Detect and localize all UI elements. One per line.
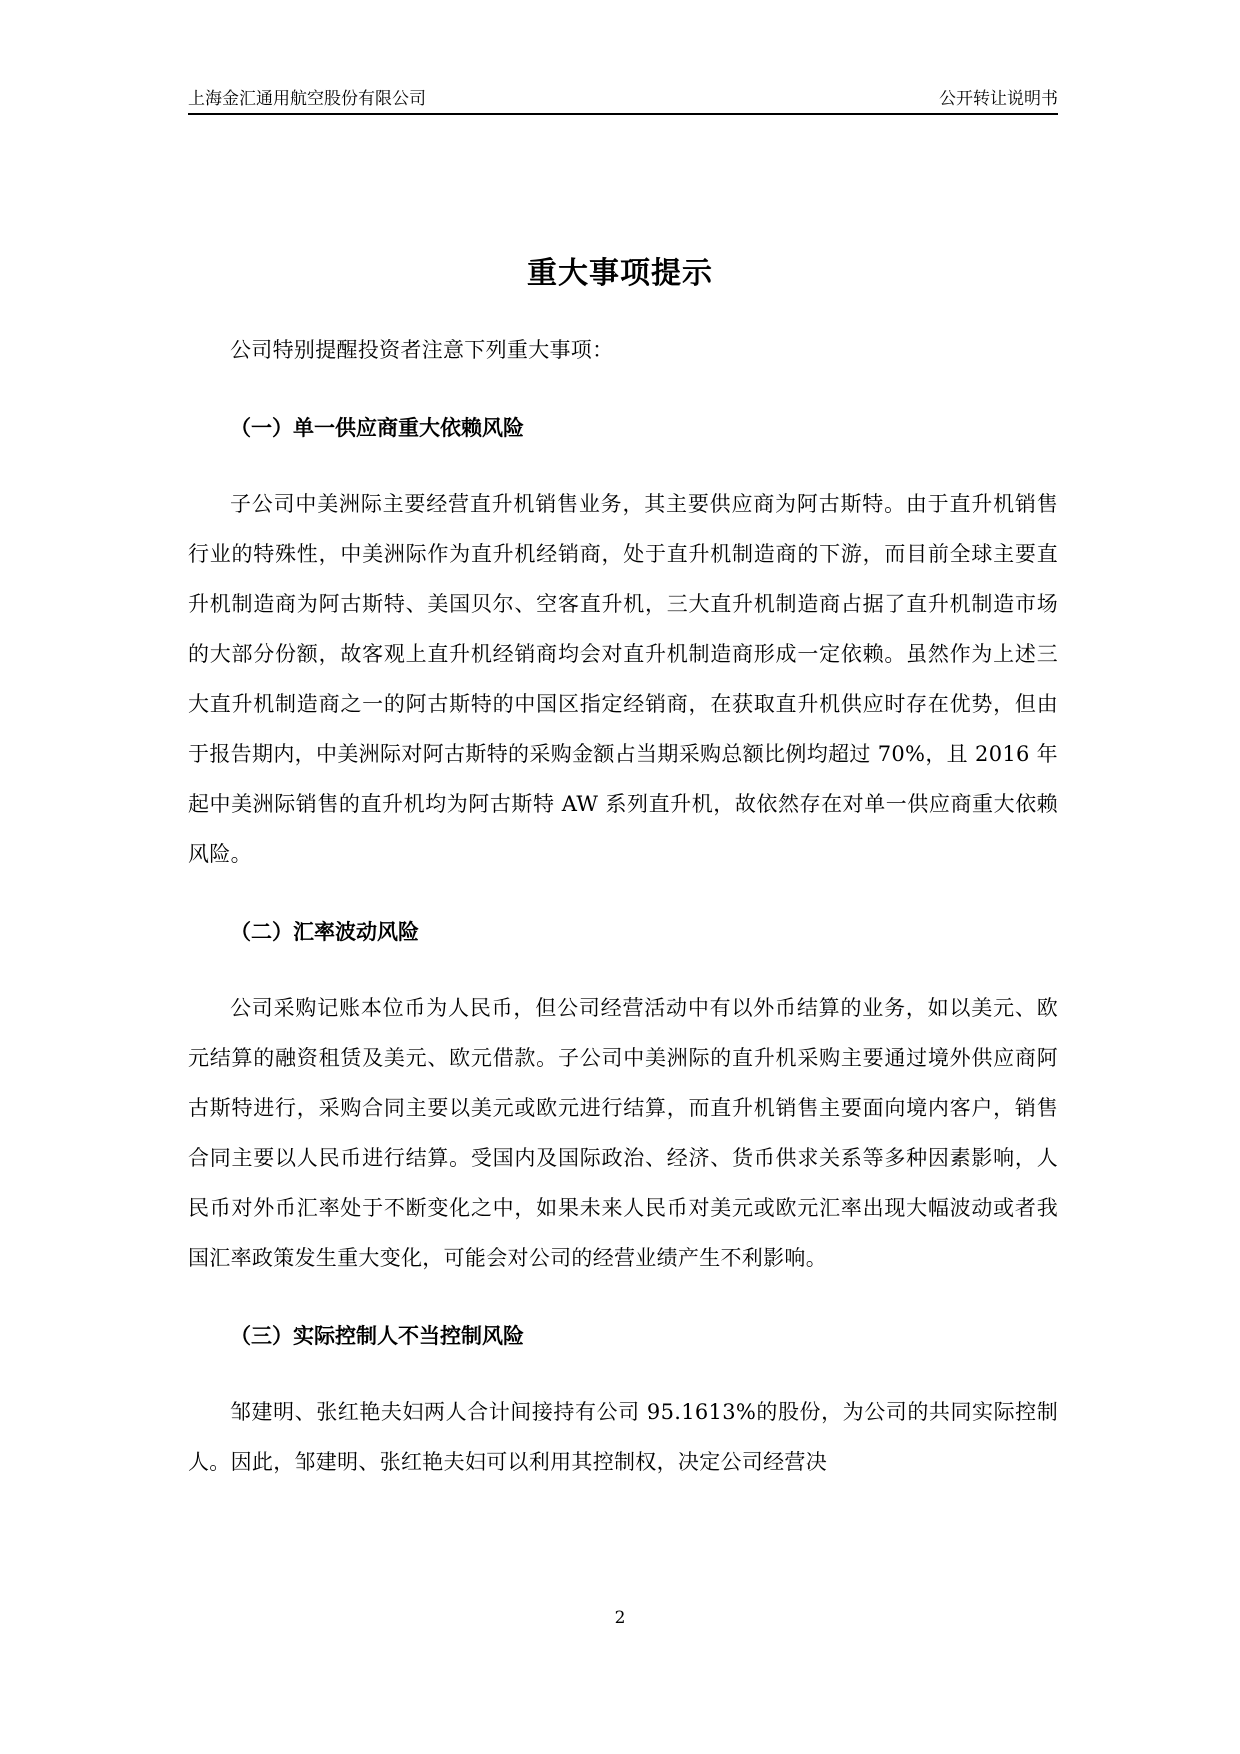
section-controller-risk xyxy=(188,1311,1058,1487)
page-title: 重大事项提示 xyxy=(527,256,713,291)
section-supplier-dependency xyxy=(188,403,1058,879)
header-divider xyxy=(188,113,1058,115)
section-exchange-rate-risk xyxy=(188,907,1058,1283)
section-heading: （三）实际控制人不当控制风险 xyxy=(230,1324,524,1348)
section-paragraph: 邹建明、张红艳夫妇两人合计间接持有公司 95.1613%的股份，为公司的共同实际控制人。因此，邹建明、张红艳夫妇可以利用其控制权，决定公司经营决 xyxy=(188,1400,1058,1474)
page-number: 2 xyxy=(614,1608,626,1628)
section-paragraph: 公司采购记账本位币为人民币，但公司经营活动中有以外币结算的业务，如以美元、欧元结算的融资租赁及美元、欧元借款。子公司中美洲际的直升机采购主要通过境外供应商阿古斯特进行，采购合同主要以美元或欧元进行结算，而直升机销售主要面向境内客户，销售合同主要以人民币进行结算。受国内及国际政治、经济、货币供求关系等多种因素影响，人民币对外币汇率处于不断变化之中，如果未来人民币对美元或欧元汇率出现大幅波动或者我国汇率政策发生重大变化，可能会对公司的经营业绩产生不利影响。 xyxy=(188,996,1058,1270)
section-paragraph: 子公司中美洲际主要经营直升机销售业务，其主要供应商为阿古斯特。由于直升机销售行业的特殊性，中美洲际作为直升机经销商，处于直升机制造商的下游，而目前全球主要直升机制造商为阿古斯特、美国贝尔、空客直升机，三大直升机制造商占据了直升机制造市场的大部分份额，故客观上直升机经销商均会对直升机制造商形成一定依赖。虽然作为上述三大直升机制造商之一的阿古斯特的中国区指定经销商，在获取直升机供应时存在优势，但由于报告期内，中美洲际对阿古斯特的采购金额占当期采购总额比例均超过 70%，且 2016 年起中美洲际销售的直升机均为阿古斯特 AW 系列直升机，故依然存在对单一供应商重大依赖风险。 xyxy=(188,492,1058,866)
intro-paragraph: 公司特别提醒投资者注意下列重大事项： xyxy=(230,338,614,362)
section-heading: （二）汇率波动风险 xyxy=(230,920,419,944)
header-company-name: 上海金汇通用航空股份有限公司 xyxy=(188,89,426,109)
header-document-type: 公开转让说明书 xyxy=(939,89,1058,109)
section-heading: （一）单一供应商重大依赖风险 xyxy=(230,416,524,440)
document-body xyxy=(188,325,1058,1515)
page-header xyxy=(188,84,1058,114)
